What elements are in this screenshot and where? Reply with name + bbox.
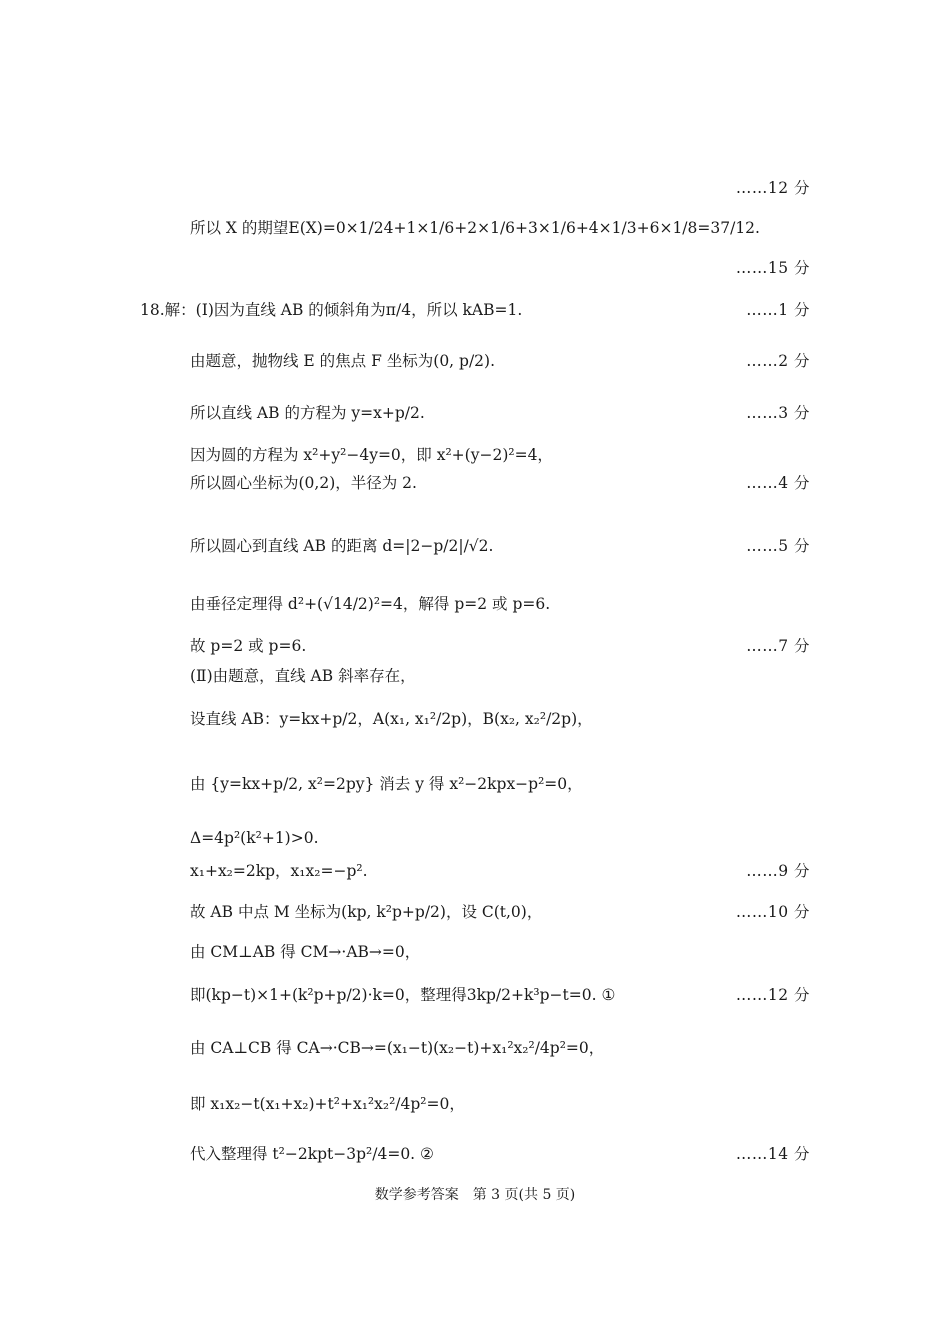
page-footer: 数学参考答案 第 3 页(共 5 页) bbox=[374, 1187, 576, 1203]
line-text: 即 x₁x₂−t(x₁+x₂)+t²+x₁²x₂²/4p²=0， bbox=[190, 1095, 465, 1113]
line-text: 所以 X 的期望E(X)=0×1/24+1×1/6+2×1/6+3×1/6+4×1/3+6×1/8=37/12. bbox=[190, 219, 760, 237]
score-marker: ……12 分 bbox=[735, 179, 810, 197]
line-text: 故 AB 中点 M 坐标为(kp, k²p+p/2)，设 C(t,0)， bbox=[190, 903, 543, 921]
score-marker: ……5 分 bbox=[746, 537, 810, 555]
line-text: 所以直线 AB 的方程为 y=x+p/2. bbox=[190, 404, 425, 422]
line-text: 所以圆心到直线 AB 的距离 d=|2−p/2|/√2. bbox=[190, 537, 494, 555]
line-text: 所以圆心坐标为(0,2)，半径为 2. bbox=[190, 474, 417, 492]
line-text: x₁+x₂=2kp，x₁x₂=−p². bbox=[190, 862, 368, 880]
line-text: 18.解：(Ⅰ)因为直线 AB 的倾斜角为π/4，所以 kAB=1. bbox=[140, 301, 523, 319]
line-text: 由 {y=kx+p/2, x²=2py} 消去 y 得 x²−2kpx−p²=0， bbox=[190, 775, 583, 793]
line-text: 设直线 AB：y=kx+p/2，A(x₁, x₁²/2p)，B(x₂, x₂²/2p)， bbox=[190, 710, 593, 728]
line-text: 由题意，抛物线 E 的焦点 F 坐标为(0, p/2). bbox=[190, 352, 496, 370]
score-marker: ……9 分 bbox=[746, 862, 810, 880]
line-text: 由 CM⊥AB 得 CM→·AB→=0， bbox=[190, 943, 421, 961]
line-text: Δ=4p²(k²+1)>0. bbox=[190, 829, 319, 847]
line-text: 即(kp−t)×1+(k²p+p/2)·k=0，整理得3kp/2+k³p−t=0. ① bbox=[190, 986, 616, 1004]
score-marker: ……3 分 bbox=[746, 404, 810, 422]
score-marker: ……10 分 bbox=[735, 903, 810, 921]
line-text: 代入整理得 t²−2kpt−3p²/4=0. ② bbox=[190, 1145, 434, 1163]
score-marker: ……15 分 bbox=[735, 259, 810, 277]
line-text: (Ⅱ)由题意，直线 AB 斜率存在， bbox=[190, 667, 416, 685]
score-marker: ……2 分 bbox=[746, 352, 810, 370]
score-marker: ……1 分 bbox=[746, 301, 810, 319]
line-text: 故 p=2 或 p=6. bbox=[190, 637, 307, 655]
score-marker: ……4 分 bbox=[746, 474, 810, 492]
score-marker: ……14 分 bbox=[735, 1145, 810, 1163]
score-marker: ……7 分 bbox=[746, 637, 810, 655]
score-marker: ……12 分 bbox=[735, 986, 810, 1004]
line-text: 因为圆的方程为 x²+y²−4y=0，即 x²+(y−2)²=4， bbox=[190, 446, 553, 464]
line-text: 由 CA⊥CB 得 CA→·CB→=(x₁−t)(x₂−t)+x₁²x₂²/4p²=0， bbox=[190, 1039, 605, 1057]
line-text: 由垂径定理得 d²+(√14/2)²=4，解得 p=2 或 p=6. bbox=[190, 595, 551, 613]
